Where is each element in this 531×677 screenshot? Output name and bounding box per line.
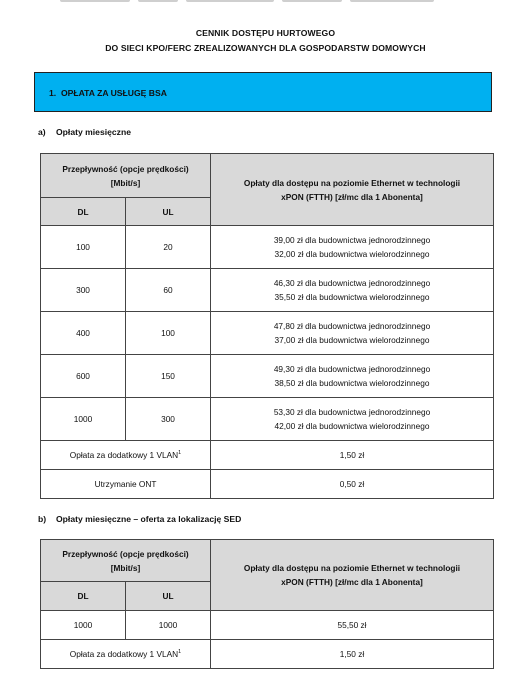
dl-cell: 100 [41, 226, 126, 269]
ont-row [41, 470, 494, 499]
dl-cell: 300 [41, 269, 126, 312]
subsection-a-heading [38, 127, 131, 137]
footnote-marker: 1 [178, 649, 182, 655]
price-cell: 53,30 zł dla budownictwa jednorodzinnego 42,00 zł dla budownictwa wielorodzinnego [211, 398, 494, 441]
ul-cell: 20 [126, 226, 211, 269]
price-cell: 49,30 zł dla budownictwa jednorodzinnego 38,50 zł dla budownictwa wielorodzinnego [211, 355, 494, 398]
vlan-label: Opłata za dodatkowy 1 VLAN$^1$ [41, 441, 211, 470]
dl-cell: 1000 [41, 398, 126, 441]
ul-header: UL [126, 198, 211, 226]
dl-cell: 400 [41, 312, 126, 355]
vlan-row [41, 640, 494, 669]
ont-label: Utrzymanie ONT [41, 470, 211, 499]
ul-cell: 100 [126, 312, 211, 355]
vlan-row [41, 441, 494, 470]
document-title-line-1: CENNIK DOSTĘPU HURTOWEGO [195, 28, 336, 38]
section-heading [49, 88, 167, 98]
ont-price: 0,50 zł [211, 470, 494, 499]
ul-cell: 300 [126, 398, 211, 441]
dl-header: DL [41, 582, 126, 611]
pricing-table-a [40, 153, 494, 499]
table-row [41, 226, 494, 269]
table-row [41, 398, 494, 441]
document-title-line-2: DO SIECI KPO/FERC ZREALIZOWANYCH DLA GOSPODARSTW DOMOWYCH [105, 43, 426, 53]
price-cell: 55,50 zł [211, 611, 494, 640]
ul-cell: 150 [126, 355, 211, 398]
section-band [34, 72, 492, 112]
speed-header: Przepływność (opcje prędkości) [Mbit/s] [41, 154, 211, 198]
speed-header: Przepływność (opcje prędkości) [Mbit/s] [41, 540, 211, 582]
ul-header: UL [126, 582, 211, 611]
table-row [41, 611, 494, 640]
subsection-b-label: b) [38, 514, 47, 524]
pricing-table-b [40, 539, 494, 669]
subsection-b-heading [38, 514, 241, 524]
section-number: 1. [49, 88, 57, 98]
table-row [41, 355, 494, 398]
price-cell: 39,00 zł dla budownictwa jednorodzinnego 32,00 zł dla budownictwa wielorodzinnego [211, 226, 494, 269]
table-row [41, 269, 494, 312]
subsection-a-label: a) [38, 127, 46, 137]
price-cell: 47,80 zł dla budownictwa jednorodzinnego 37,00 zł dla budownictwa wielorodzinnego [211, 312, 494, 355]
section-title: OPŁATA ZA USŁUGĘ BSA [60, 88, 167, 98]
fee-header: Opłaty dla dostępu na poziomie Ethernet w technologii xPON (FTTH) [zł/mc dla 1 Abonenta] [211, 154, 494, 226]
table-row [41, 312, 494, 355]
ul-cell: 60 [126, 269, 211, 312]
vlan-price: 1,50 zł [211, 640, 494, 669]
subsection-a-title: Opłaty miesięczne [56, 127, 131, 137]
ul-cell: 1000 [126, 611, 211, 640]
dl-cell: 1000 [41, 611, 126, 640]
price-cell: 46,30 zł dla budownictwa jednorodzinnego 35,50 zł dla budownictwa wielorodzinnego [211, 269, 494, 312]
cropped-previous-line [60, 0, 440, 3]
vlan-price: 1,50 zł [211, 441, 494, 470]
subsection-b-title: Opłaty miesięczne – oferta za lokalizację SED [56, 514, 242, 524]
fee-header: Opłaty dla dostępu na poziomie Ethernet w technologii xPON (FTTH) [zł/mc dla 1 Abonenta] [211, 540, 494, 611]
dl-cell: 600 [41, 355, 126, 398]
dl-header: DL [41, 198, 126, 226]
footnote-marker: 1 [178, 450, 182, 456]
vlan-label: Opłata za dodatkowy 1 VLAN$^1$ [41, 640, 211, 669]
